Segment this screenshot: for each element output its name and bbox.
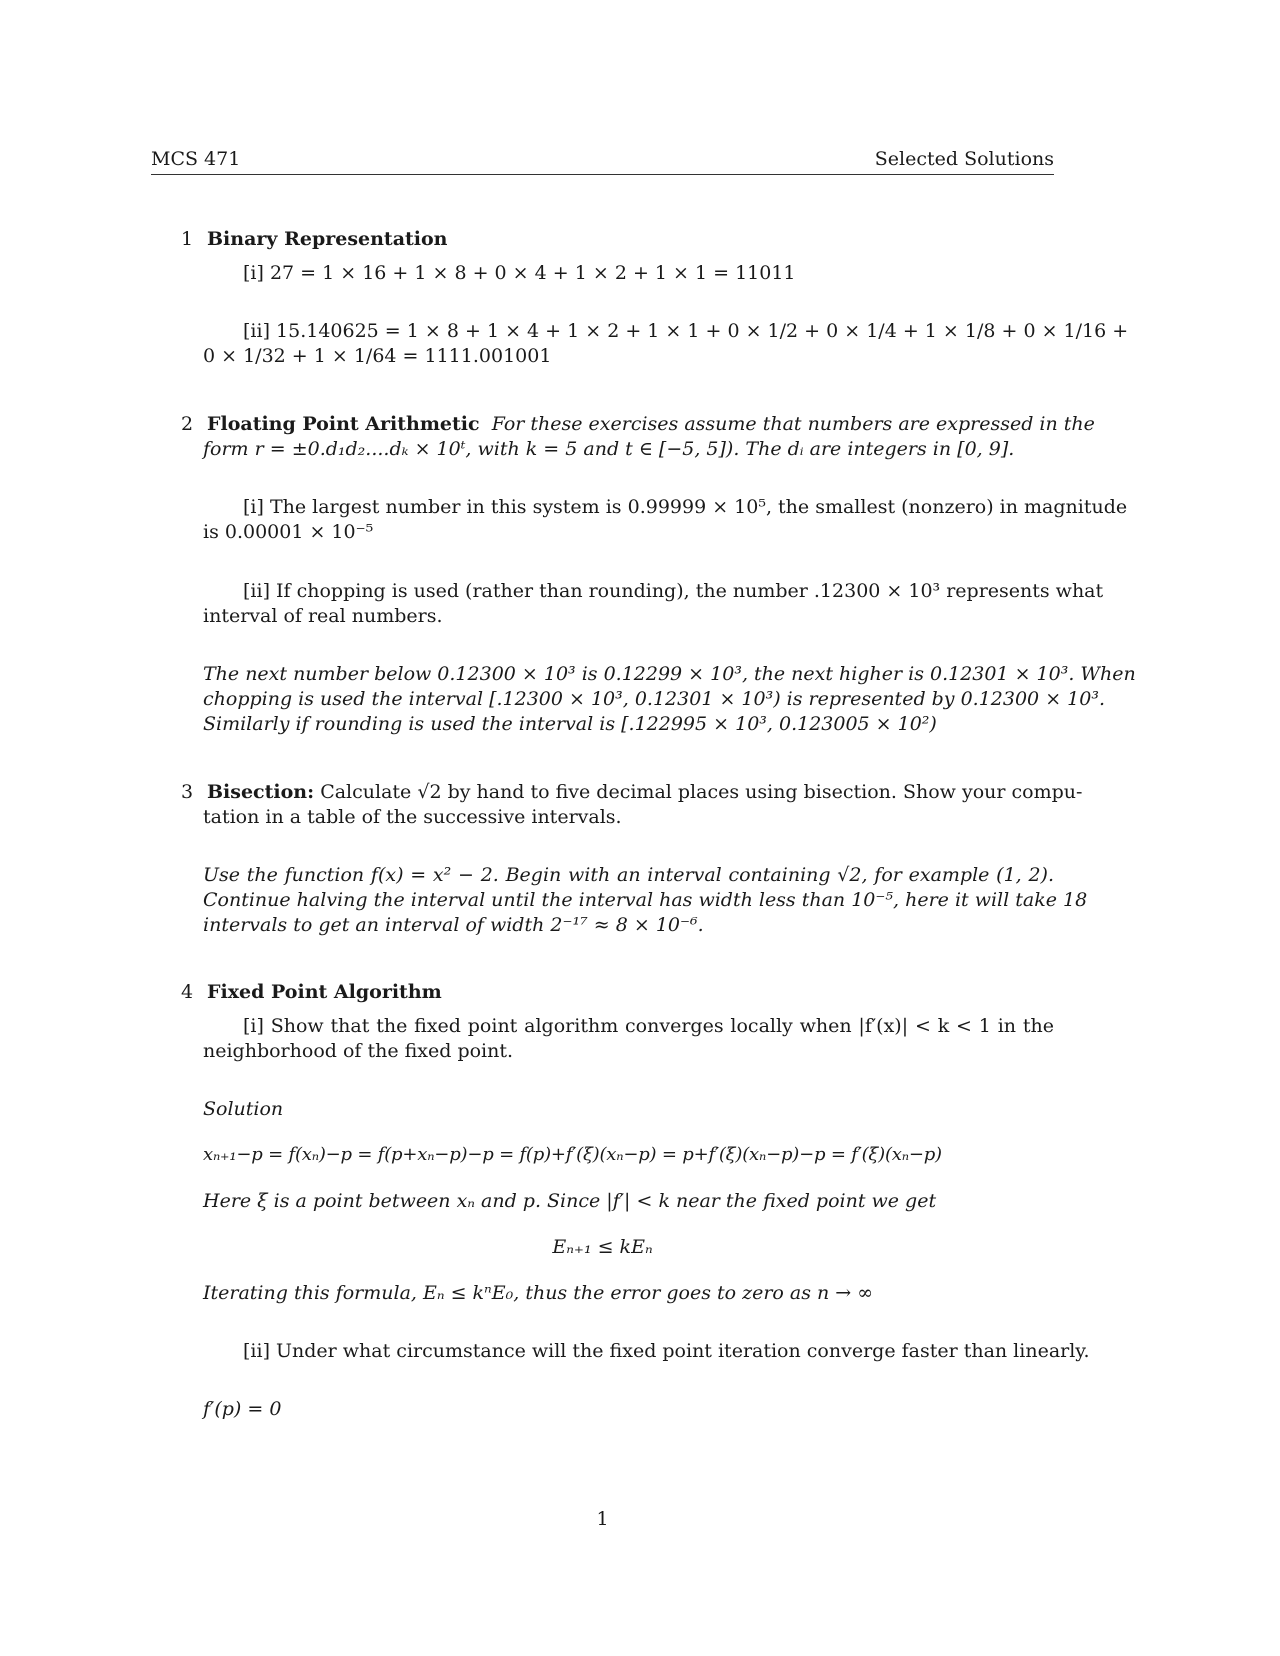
section-number: 4 <box>181 981 194 1003</box>
fixed-point-derivation: xₙ₊₁−p = f(xₙ)−p = f(p+xₙ−p)−p = f(p)+f′(ξ)(xₙ−p) = p+f′(ξ)(xₙ−p)−p = f′(ξ)(xₙ−p) <box>203 1144 942 1165</box>
section-title: Fixed Point Algorithm <box>207 981 442 1003</box>
section-number: 2 <box>181 413 194 435</box>
section-2-line: interval of real numbers. <box>203 605 443 627</box>
section-4-line: Here ξ is a point between xₙ and p. Since |f′| < k near the fixed point we get <box>203 1190 937 1212</box>
section-1-line: [i] 27 = 1 × 16 + 1 × 8 + 0 × 4 + 1 × 2 + 1 × 1 = 11011 <box>243 262 796 284</box>
section-2-answer: The next number below 0.12300 × 10³ is 0.12299 × 10³, the next higher is 0.12301 × 10³. When <box>203 663 1136 685</box>
section-title: Binary Representation <box>207 228 448 250</box>
section-3-answer: intervals to get an interval of width 2⁻¹⁷ ≈ 8 × 10⁻⁶. <box>203 914 704 936</box>
header-course: MCS 471 <box>151 148 241 170</box>
section-2-answer: chopping is used the interval [.12300 × 10³, 0.12301 × 10³) is represented by 0.12300 × 10³. <box>203 688 1105 710</box>
section-3-answer: Use the function f(x) = x² − 2. Begin with an interval containing √2, for example (1, 2). <box>203 864 1054 886</box>
section-3-heading <box>181 781 1083 803</box>
section-3-prompt: Calculate √2 by hand to five decimal places using bisection. Show your compu- <box>320 781 1083 803</box>
section-4-line: [ii] Under what circumstance will the fixed point iteration converge faster than linearly. <box>243 1340 1090 1362</box>
section-1-heading <box>181 228 448 250</box>
page-number: 1 <box>596 1508 609 1530</box>
section-3-line: tation in a table of the successive intervals. <box>203 806 622 828</box>
section-4-line: neighborhood of the fixed point. <box>203 1040 514 1062</box>
section-3-answer: Continue halving the interval until the interval has width less than 10⁻⁵, here it will take 18 <box>203 889 1088 911</box>
section-4-answer: f′(p) = 0 <box>203 1398 282 1420</box>
section-4-line: Iterating this formula, Eₙ ≤ kⁿE₀, thus the error goes to zero as n → ∞ <box>203 1282 874 1304</box>
section-2-line: [ii] If chopping is used (rather than rounding), the number .12300 × 10³ represents what <box>243 580 1104 602</box>
section-4-heading <box>181 981 442 1003</box>
error-inequality: Eₙ₊₁ ≤ kEₙ <box>552 1236 653 1258</box>
section-title: Bisection: <box>207 781 315 803</box>
section-2-line: [i] The largest number in this system is 0.99999 × 10⁵, the smallest (nonzero) in magnitude <box>243 496 1128 518</box>
section-2-line: is 0.00001 × 10⁻⁵ <box>203 521 374 543</box>
solution-label: Solution <box>203 1098 284 1120</box>
section-1-line: [ii] 15.140625 = 1 × 8 + 1 × 4 + 1 × 2 + 1 × 1 + 0 × 1/2 + 0 × 1/4 + 1 × 1/8 + 0 × 1/16 + <box>243 320 1129 342</box>
header-title: Selected Solutions <box>874 148 1054 170</box>
section-number: 3 <box>181 781 194 803</box>
section-title: Floating Point Arithmetic <box>207 413 480 435</box>
section-number: 1 <box>181 228 194 250</box>
section-2-answer: Similarly if rounding is used the interval is [.122995 × 10³, 0.123005 × 10²) <box>203 713 937 735</box>
section-2-intro-cont: form r = ±0.d₁d₂....dₖ × 10ᵗ, with k = 5 and t ∈ [−5, 5]). The dᵢ are integers in [0, 9]. <box>203 438 1015 460</box>
section-2-heading <box>181 413 1095 435</box>
header-rule <box>151 174 1054 175</box>
section-2-intro: For these exercises assume that numbers are expressed in the <box>491 413 1095 435</box>
section-1-line: 0 × 1/32 + 1 × 1/64 = 1111.001001 <box>203 345 552 367</box>
section-4-line: [i] Show that the fixed point algorithm converges locally when |f′(x)| < k < 1 in the <box>243 1015 1054 1037</box>
